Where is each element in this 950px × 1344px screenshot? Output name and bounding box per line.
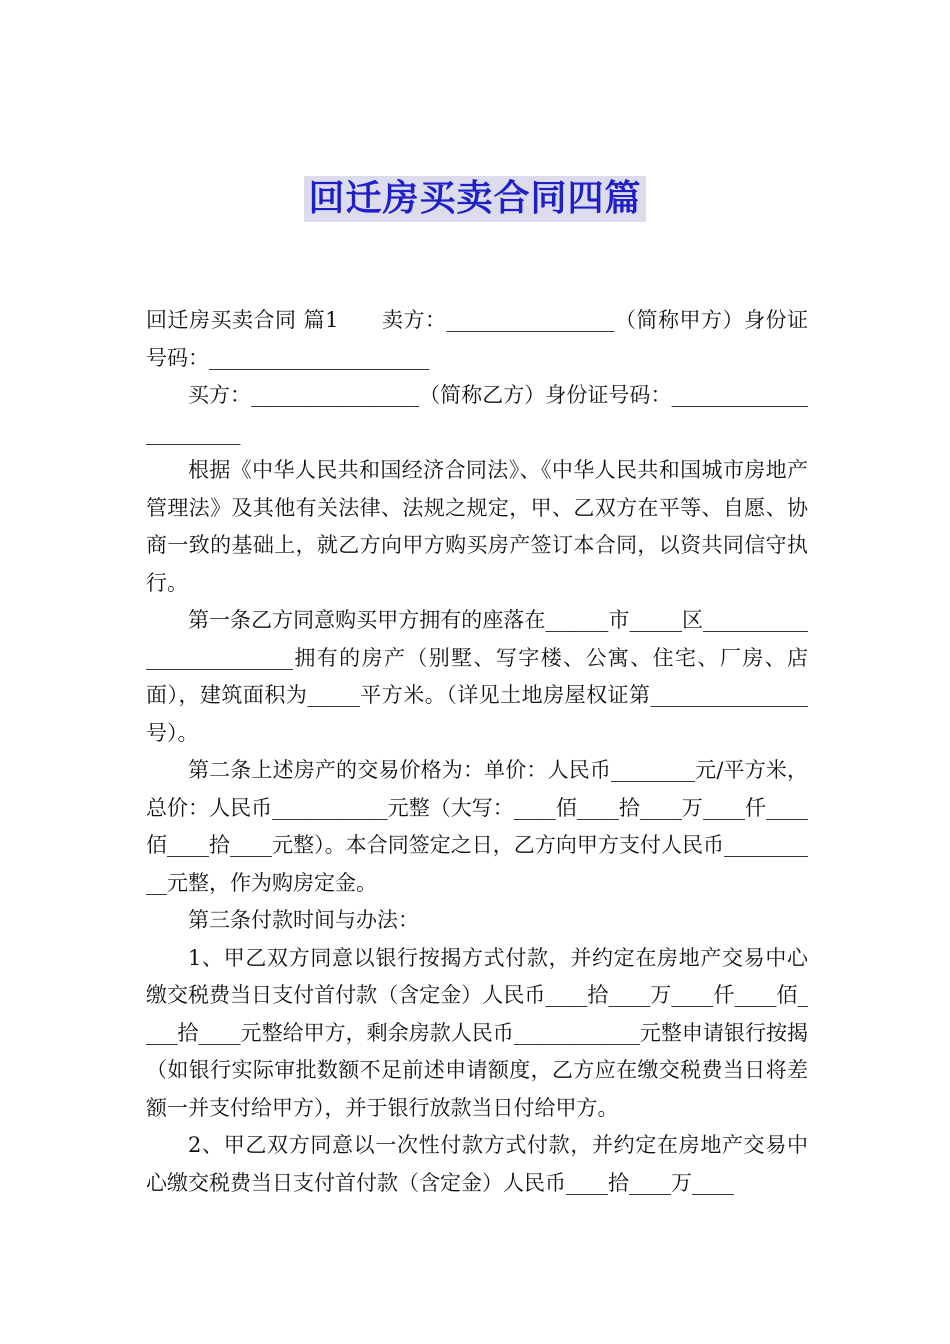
paragraph-article-2: 第二条上述房产的交易价格为：单价：人民币________元/平方米，总价：人民币___________元整（大写：____佰____拾____万____仟____佰____拾____元整）。本合同签定之日，乙方向甲方支付人民币__________元整，作为购房定金。: [146, 758, 808, 895]
document-body: [146, 302, 808, 1202]
paragraph-preamble: 根据《中华人民共和国经济合同法》、《中华人民共和国城市房地产管理法》及其他有关法律、法规之规定，甲、乙双方在平等、自愿、协商一致的基础上，就乙方向甲方购买房产签订本合同，以资共同信守执行。: [146, 458, 808, 595]
title-container: [0, 176, 950, 222]
paragraph-parties-buyer: 买方：________________（简称乙方）身份证号码：______________________: [146, 383, 808, 445]
paragraph-article-3-item-2: 2、甲乙双方同意以一次性付款方式付款，并约定在房地产交易中心缴交税费当日支付首付款（含定金）人民币____拾____万____: [146, 1133, 808, 1195]
paragraph-article-3-heading: 第三条付款时间与办法：: [188, 908, 419, 932]
document-title: 回迁房买卖合同四篇: [304, 176, 645, 222]
paragraph-article-1: 第一条乙方同意购买甲方拥有的座落在______市_____区________________________拥有的房产（别墅、写字楼、公寓、住宅、厂房、店面），建筑面积为_____平方米。（详见土地房屋权证第_______________号）。: [146, 608, 808, 745]
paragraph-parties-seller: 回迁房买卖合同 篇1 卖方：________________（简称甲方）身份证号码：_____________________: [146, 308, 808, 370]
paragraph-article-3-item-1: 1、甲乙双方同意以银行按揭方式付款，并约定在房地产交易中心缴交税费当日支付首付款（含定金）人民币____拾____万____仟____佰____拾____元整给甲方，剩余房款人民币____________元整申请银行按揭（如银行实际审批数额不足前述申请额度，乙方应在缴交税费当日将差额一并支付给甲方），并于银行放款当日付给甲方。: [146, 945, 808, 1120]
